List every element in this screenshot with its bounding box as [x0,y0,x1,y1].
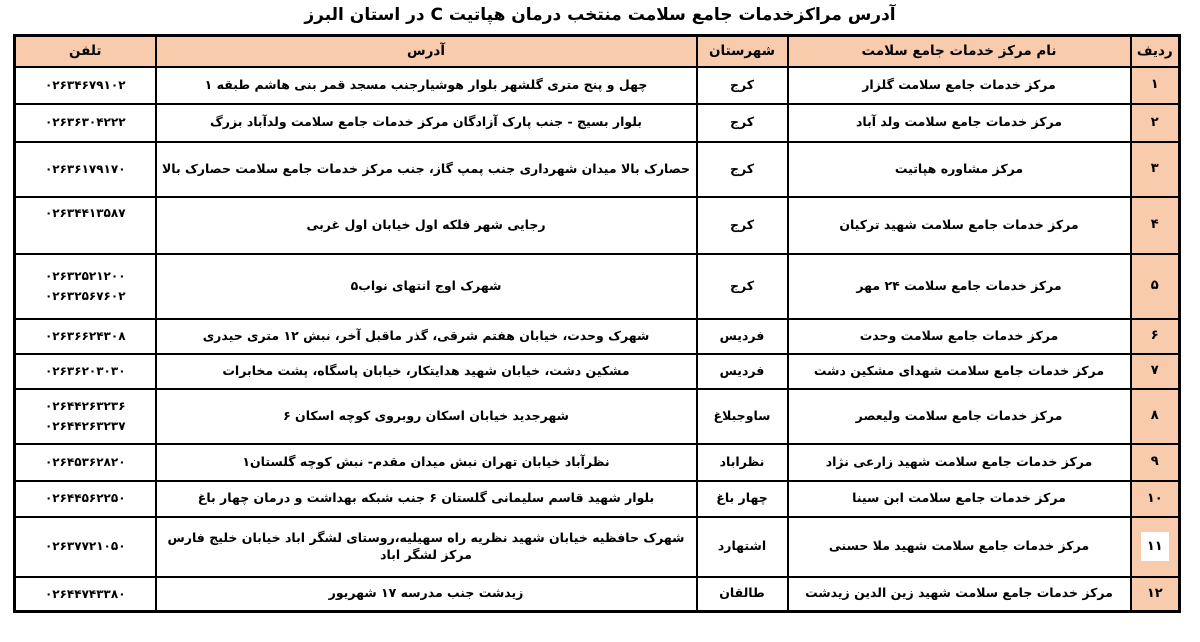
row-number-cell: ۸ [1131,389,1180,444]
center-name-cell: مرکز خدمات جامع سلامت شهید زین الدین زیدشت [788,577,1131,612]
table-row [15,319,1180,354]
center-name-cell: مرکز خدمات جامع سلامت شهید ترکیان [788,197,1131,254]
table-header [15,36,1180,67]
phone-number: ۰۲۶۴۴۷۴۳۳۸۰ [44,586,126,601]
table-row [15,142,1180,197]
county-cell: کرج [697,254,788,319]
health-centers-table [13,34,1181,613]
table-body [15,67,1180,612]
table-row [15,67,1180,104]
phone-number: ۰۲۶۴۴۲۶۳۲۳۶ [44,399,126,414]
header-row [15,36,1180,67]
header-county: شهرستان [697,36,788,67]
county-cell: چهار باغ [697,481,788,517]
address-cell: حصارک بالا میدان شهرداری جنب پمپ گاز، جنب مرکز خدمات جامع سلامت حصارک بالا [156,142,697,197]
address-cell: نظرآباد خیابان تهران نبش میدان مقدم- نبش کوچه گلستان۱ [156,444,697,481]
center-name-cell: مرکز خدمات جامع سلامت ابن سینا [788,481,1131,517]
row-number-cell: ۴ [1131,197,1180,254]
phone-number: ۰۲۶۳۲۵۶۷۶۰۲ [44,288,126,303]
address-cell: چهل و پنج متری گلشهر بلوار هوشیارجنب مسجد قمر بنی هاشم طبقه ۱ [156,67,697,104]
county-cell: طالقان [697,577,788,612]
phone-number: ۰۲۶۳۶۲۰۳۰۳۰ [44,363,126,378]
address-cell: شهرک حافظیه خیابان شهید نظریه راه سهیلیه،روستای لشگر اباد خیابان خلیج فارس مرکز لشگر اباد [156,517,697,577]
center-name-cell: مرکز خدمات جامع سلامت ولیعصر [788,389,1131,444]
center-name-cell: مرکز خدمات جامع سلامت شهید زارعی نژاد [788,444,1131,481]
center-name-cell: مرکز خدمات جامع سلامت ولد آباد [788,104,1131,142]
row-number-highlight: ۱۱ [1141,532,1169,561]
county-cell: نظراباد [697,444,788,481]
row-number-cell [1131,517,1180,577]
table-row [15,354,1180,389]
address-cell: مشکین دشت، خیابان شهید هدایتکار، خیابان پاسگاه، پشت مخابرات [156,354,697,389]
table-row [15,577,1180,612]
phone-cell [15,389,156,444]
county-cell: ساوجبلاغ [697,389,788,444]
phone-cell [15,197,156,254]
table-row [15,104,1180,142]
phone-number: ۰۲۶۳۶۳۰۴۲۲۲ [44,115,126,130]
phone-cell [15,481,156,517]
phone-cell [15,254,156,319]
phone-number: ۰۲۶۳۶۱۷۹۱۷۰ [44,161,126,176]
row-number-cell: ۵ [1131,254,1180,319]
row-number-cell: ۶ [1131,319,1180,354]
page-title: آدرس مراکزخدمات جامع سلامت منتخب درمان هپاتیت C در استان البرز [304,5,896,25]
county-cell: کرج [697,104,788,142]
county-cell: کرج [697,67,788,104]
phone-number: ۰۲۶۳۶۶۲۴۳۰۸ [44,328,126,343]
row-number-cell: ۷ [1131,354,1180,389]
header-phone: تلفن [15,36,156,67]
row-number-cell: ۲ [1131,104,1180,142]
address-cell: شهرک وحدت، خیابان هفتم شرقی، گذر ماقبل آخر، نبش ۱۲ متری حیدری [156,319,697,354]
address-cell: شهرک اوج انتهای نواب۵ [156,254,697,319]
county-cell: کرج [697,142,788,197]
center-name-cell: مرکز خدمات جامع سلامت شهدای مشکین دشت [788,354,1131,389]
phone-number: ۰۲۶۳۷۷۲۱۰۵۰ [44,539,126,554]
center-name-cell: مرکز خدمات جامع سلامت گلزار [788,67,1131,104]
center-name-cell: مرکز خدمات جامع سلامت شهید ملا حسنی [788,517,1131,577]
center-name-cell: مرکز مشاوره هپاتیت [788,142,1131,197]
table-row [15,481,1180,517]
phone-number: ۰۲۶۳۴۴۱۳۵۸۷ [44,205,126,220]
phone-cell [15,354,156,389]
header-center-name: نام مرکز خدمات جامع سلامت [788,36,1131,67]
phone-number: ۰۲۶۴۴۲۶۳۲۳۷ [44,418,126,433]
table-row [15,254,1180,319]
table-row [15,389,1180,444]
table-row [15,517,1180,577]
phone-cell [15,104,156,142]
row-number-cell: ۹ [1131,444,1180,481]
address-cell: بلوار بسیج - جنب پارک آزادگان مرکز خدمات جامع سلامت ولدآباد بزرگ [156,104,697,142]
address-cell: رجایی شهر فلکه اول خیابان اول غربی [156,197,697,254]
address-cell: بلوار شهید قاسم سلیمانی گلستان ۶ جنب شبکه بهداشت و درمان چهار باغ [156,481,697,517]
phone-number: ۰۲۶۳۲۵۲۱۲۰۰ [44,269,126,284]
phone-cell [15,444,156,481]
phone-cell [15,319,156,354]
center-name-cell: مرکز خدمات جامع سلامت وحدت [788,319,1131,354]
row-number-cell: ۱ [1131,67,1180,104]
row-number-cell: ۱۲ [1131,577,1180,612]
center-name-cell: مرکز خدمات جامع سلامت ۲۴ مهر [788,254,1131,319]
phone-cell [15,577,156,612]
county-cell: فردیس [697,319,788,354]
phone-cell [15,517,156,577]
row-number-cell: ۱۰ [1131,481,1180,517]
row-number-cell: ۳ [1131,142,1180,197]
phone-number: ۰۲۶۳۴۶۷۹۱۰۲ [44,77,126,92]
phone-number: ۰۲۶۴۴۵۶۲۲۵۰ [44,491,126,506]
phone-cell [15,142,156,197]
phone-cell [15,67,156,104]
table-row [15,444,1180,481]
header-address: آدرس [156,36,697,67]
table-row [15,197,1180,254]
address-cell: زیدشت جنب مدرسه ۱۷ شهریور [156,577,697,612]
county-cell: فردیس [697,354,788,389]
county-cell: کرج [697,197,788,254]
phone-number: ۰۲۶۴۵۳۶۲۸۲۰ [44,454,126,469]
header-row-number: ردیف [1131,36,1180,67]
county-cell: اشتهارد [697,517,788,577]
address-cell: شهرجدید خیابان اسکان روبروی کوچه اسکان ۶ [156,389,697,444]
